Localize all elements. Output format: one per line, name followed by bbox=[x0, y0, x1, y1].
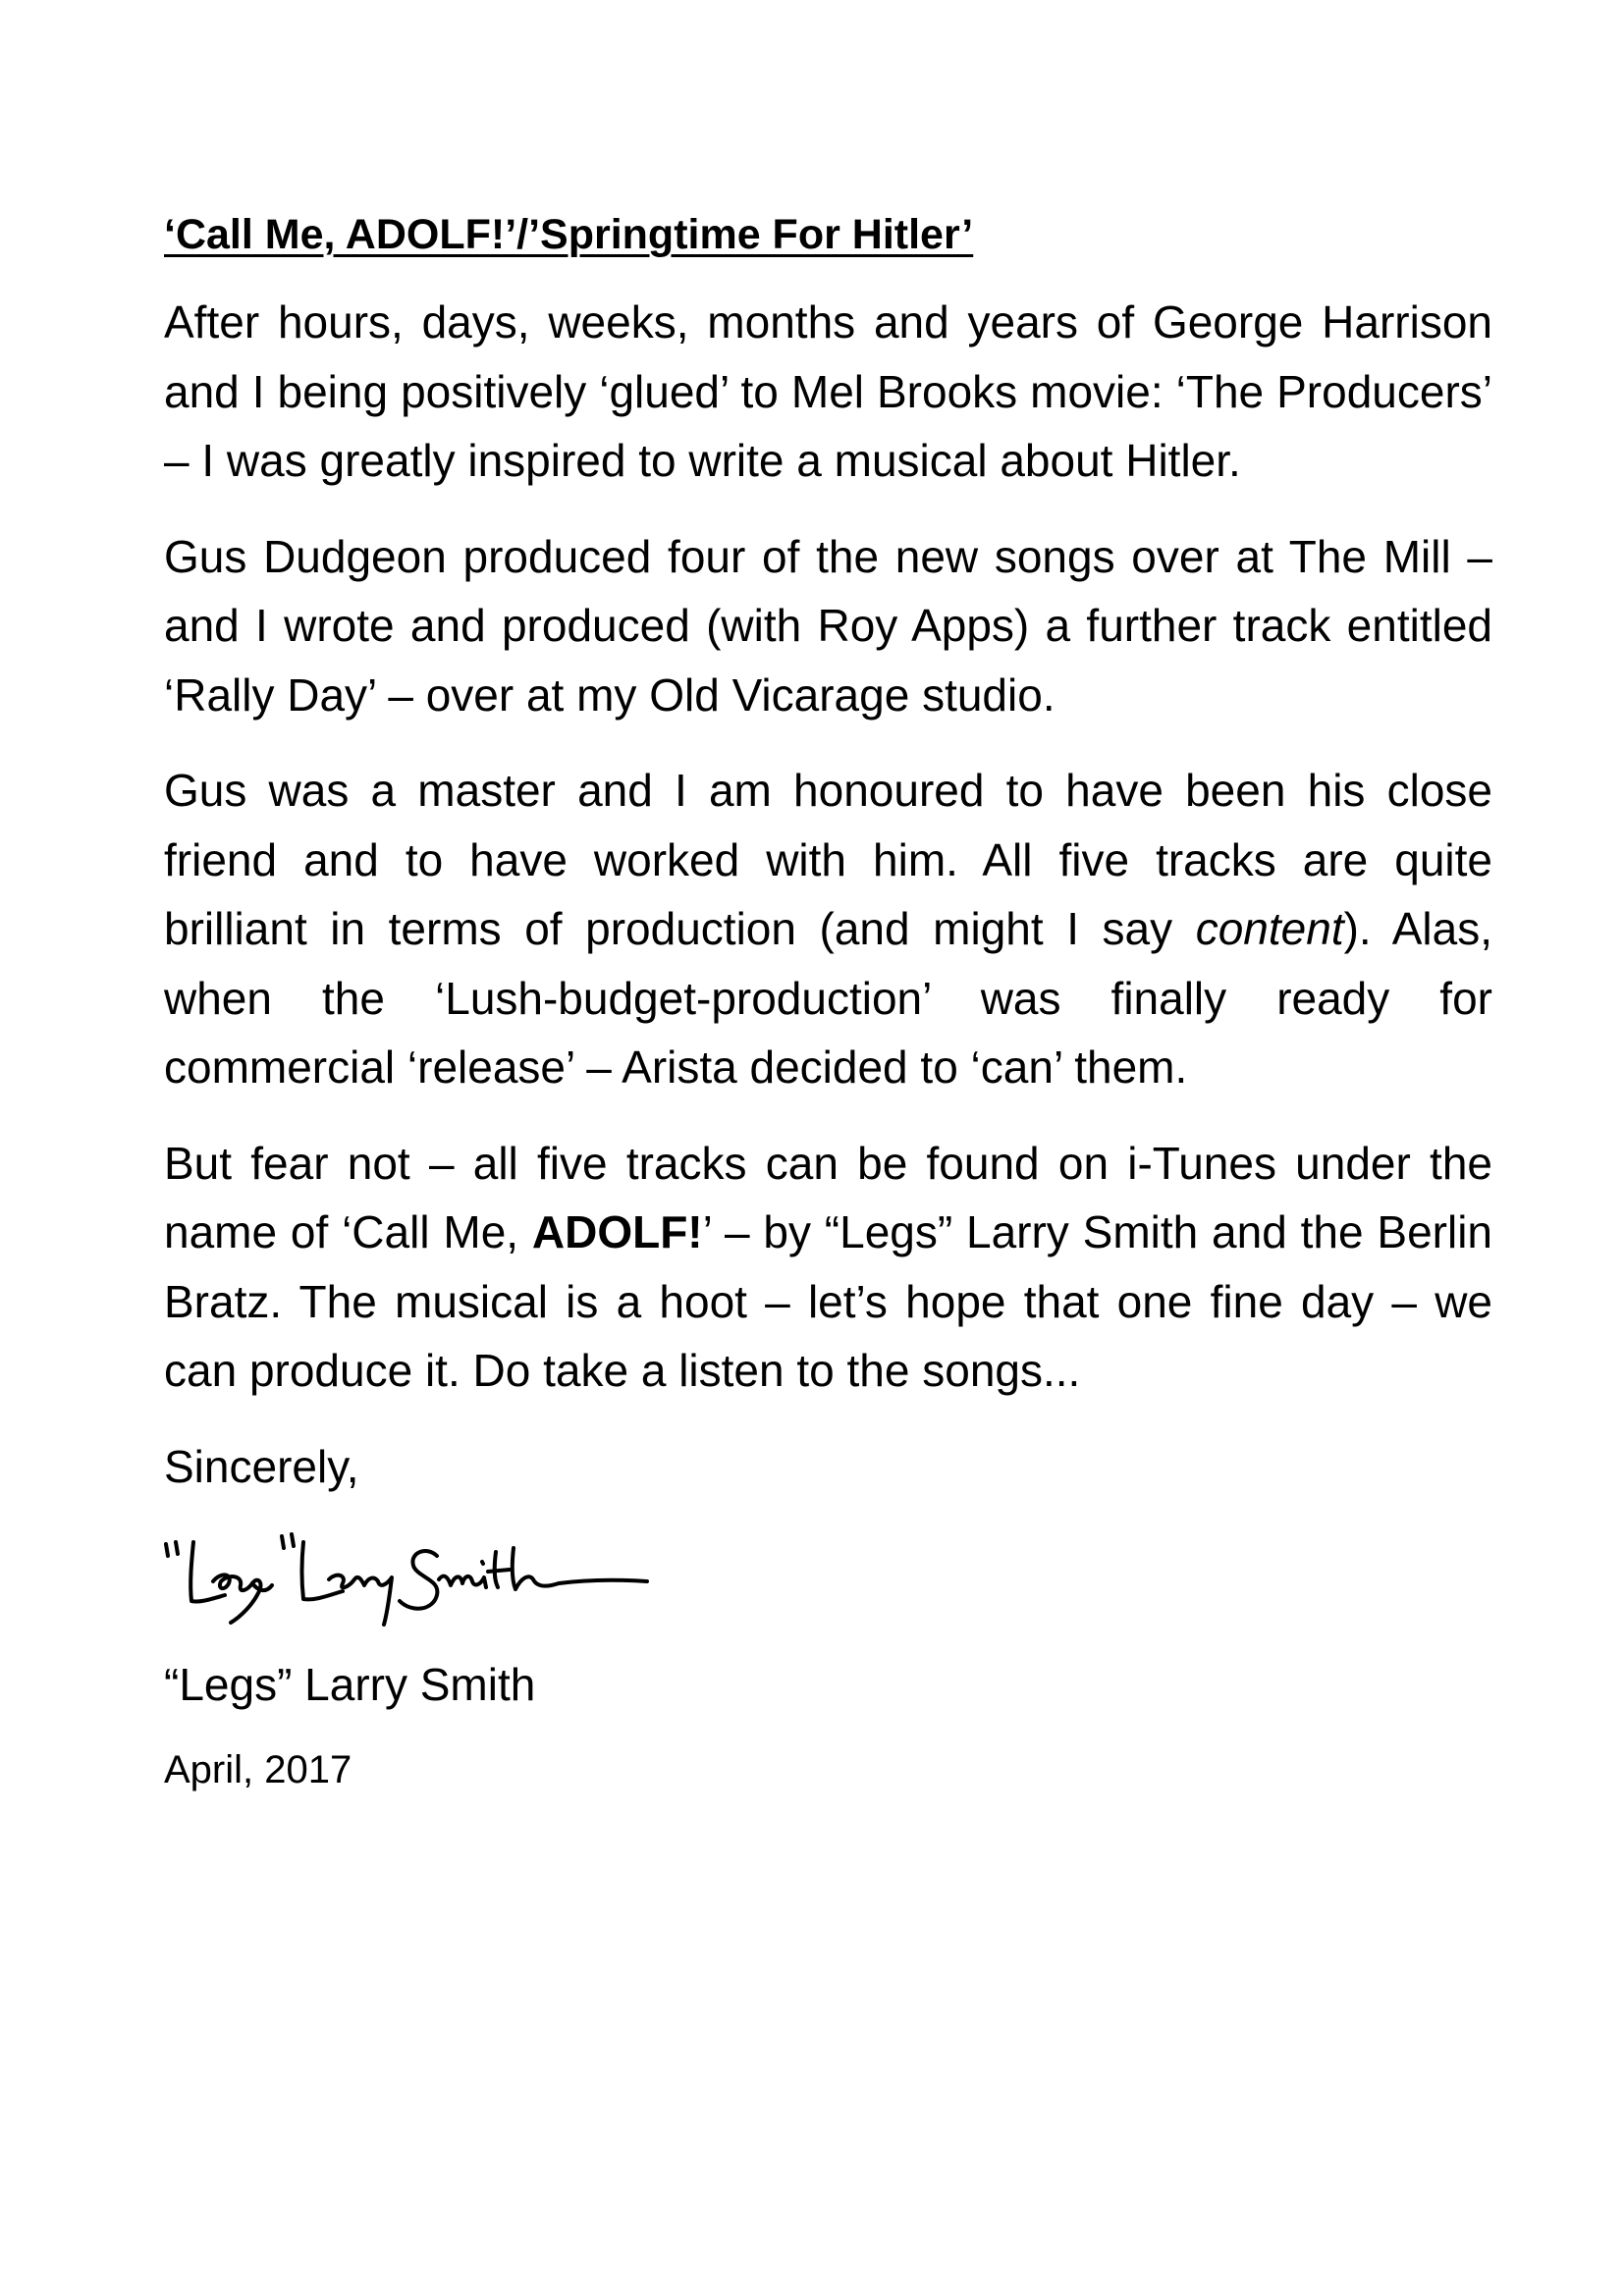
paragraph-1: After hours, days, weeks, months and years of George Harrison and I being positively ‘glued’ to Mel Brooks movie: ‘The Producers’ – I was greatly inspired to write a musical about Hitler. bbox=[164, 296, 1492, 486]
paragraph-4-text-a: But fear not – all five tracks can be found on i-Tunes under the name of ‘Call Me, bbox=[164, 1137, 1492, 1257]
paragraph-3-text-b: ). Alas, when the ‘Lush-budget-production’ was finally ready for commercial ‘release’ – Arista decided to ‘can’ them. bbox=[164, 903, 1492, 1093]
handwritten-signature bbox=[156, 1522, 667, 1630]
letter-body bbox=[164, 201, 1492, 1799]
closing-salutation: Sincerely, bbox=[164, 1440, 359, 1492]
paragraph-4 bbox=[164, 1129, 1492, 1406]
paragraph-4-bold: ADOLF! bbox=[531, 1206, 703, 1257]
paragraph-2: Gus Dudgeon produced four of the new songs over at The Mill – and I wrote and produced (with Roy Apps) a further track entitled ‘Rally Day’ – over at my Old Vicarage studio. bbox=[164, 530, 1492, 721]
signer-name: “Legs” Larry Smith bbox=[164, 1658, 536, 1710]
paragraph-3 bbox=[164, 756, 1492, 1102]
paragraph-3-emphasis: content bbox=[1195, 903, 1344, 954]
paragraph-3-text-a: Gus was a master and I am honoured to have been his close friend and to have worked with him. All five tracks are quite brilliant in terms of production (and might I say bbox=[164, 765, 1492, 954]
paragraph-4-text-b: ’ – by “Legs” Larry Smith and the Berlin Bratz. The musical is a hoot – let’s hope that one fine day – we can produce it. Do take a listen to the songs... bbox=[164, 1206, 1492, 1396]
letter-title: ‘Call Me, ADOLF!’/’Springtime For Hitler’ bbox=[164, 211, 974, 258]
letter-date: April, 2017 bbox=[164, 1747, 352, 1791]
